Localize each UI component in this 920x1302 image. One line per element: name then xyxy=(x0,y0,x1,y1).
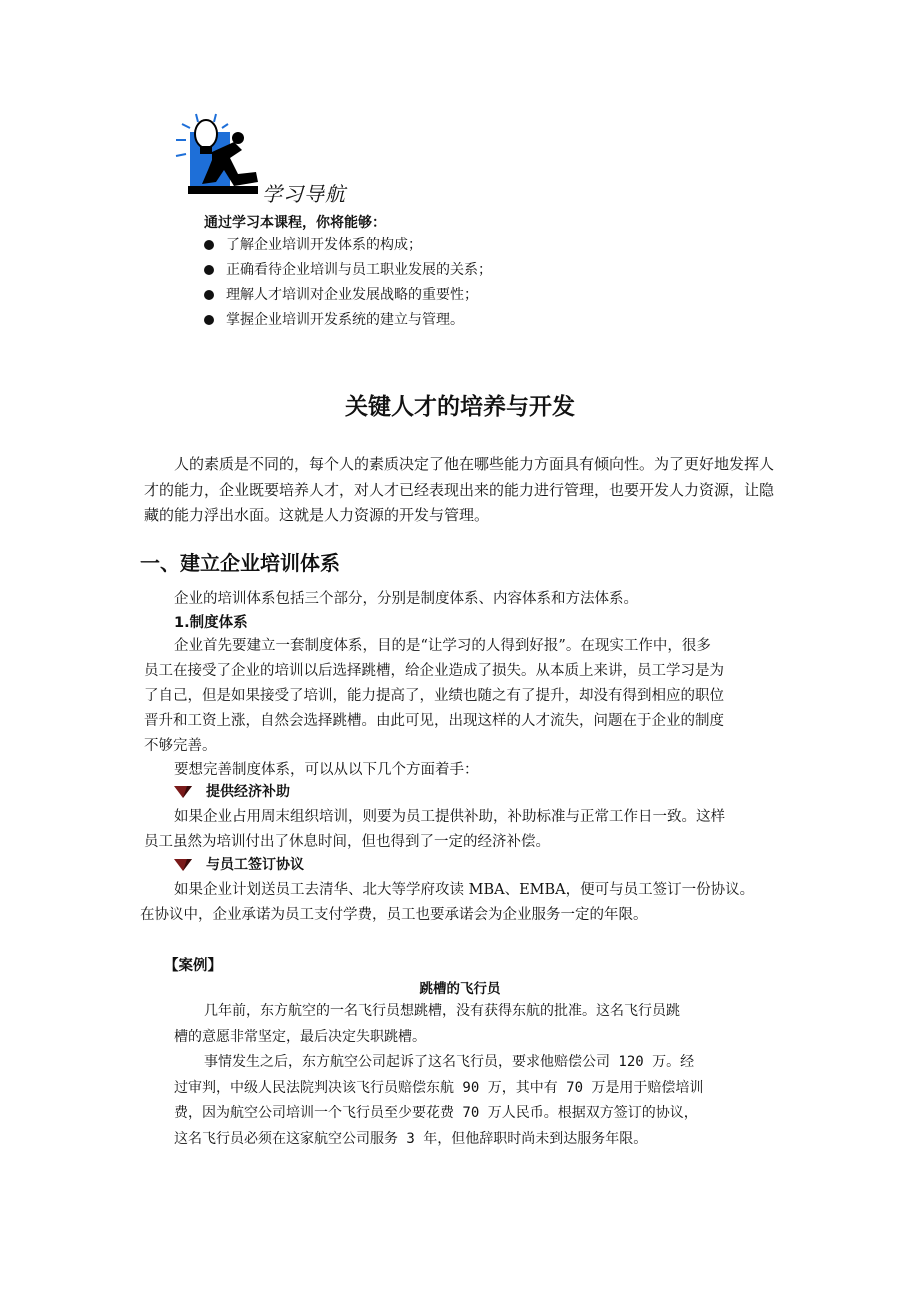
goal-item: 掌握企业培训开发系统的建立与管理。 xyxy=(204,309,464,331)
body-line: 如果企业计划送员工去清华、北大等学府攻读 MBA、EMBA，便可与员工签订一份协议。 xyxy=(174,882,755,898)
goal-item: 了解企业培训开发体系的构成； xyxy=(204,234,422,256)
case-label: 【案例】 xyxy=(164,958,222,974)
body-line: 员工在接受了企业的培训以后选择跳槽，给企业造成了损失。从本质上来讲，员工学习是为 xyxy=(144,663,724,679)
body-line: 在协议中，企业承诺为员工支付学费，员工也要承诺会为企业服务一定的年限。 xyxy=(140,907,648,923)
bullet-icon xyxy=(204,265,214,275)
case-line: 槽的意愿非常坚定，最后决定失职跳槽。 xyxy=(174,1028,426,1045)
bullet-icon xyxy=(204,315,214,325)
body-line: 了自己，但是如果接受了培训，能力提高了，业绩也随之有了提升，却没有得到相应的职位 xyxy=(144,688,724,704)
section-heading: 一、建立企业培训体系 xyxy=(140,551,340,575)
case-line: 费，因为航空公司培训一个飞行员至少要花费 70 万人民币。根据双方签订的协议， xyxy=(174,1105,698,1121)
case-line: 几年前，东方航空的一名飞行员想跳槽，没有获得东航的批准。这名飞行员跳 xyxy=(204,1003,680,1019)
body-line: 员工虽然为培训付出了休息时间，但也得到了一定的经济补偿。 xyxy=(144,834,550,850)
lightbulb-runner-icon xyxy=(172,112,264,202)
goal-item: 理解人才培训对企业发展战略的重要性； xyxy=(204,284,478,306)
measure-heading: 提供经济补助 xyxy=(174,781,290,803)
section-overview: 企业的培训体系包括三个部分，分别是制度体系、内容体系和方法体系。 xyxy=(174,591,638,607)
case-line: 事情发生之后，东方航空公司起诉了这名飞行员，要求他赔偿公司 120 万。经 xyxy=(204,1054,695,1070)
measure-heading: 与员工签订协议 xyxy=(174,854,304,876)
arrow-down-icon xyxy=(174,856,192,872)
arrow-down-icon xyxy=(174,783,192,799)
lead-in: 要想完善制度体系，可以从以下几个方面着手： xyxy=(174,762,479,778)
bullet-icon xyxy=(204,290,214,300)
body-line: 如果企业占用周末组织培训，则要为员工提供补助，补助标准与正常工作日一致。这样 xyxy=(174,809,725,825)
case-line: 这名飞行员必须在这家航空公司服务 3 年，但他辞职时尚未到达服务年限。 xyxy=(174,1130,648,1147)
case-line: 过审判，中级人民法院判决该飞行员赔偿东航 90 万，其中有 70 万是用于赔偿培训 xyxy=(174,1079,704,1096)
nav-intro: 通过学习本课程，你将能够： xyxy=(204,215,386,231)
nav-title: 学习导航 xyxy=(262,182,346,206)
case-title: 跳槽的飞行员 xyxy=(419,981,501,997)
page-title: 关键人才的培养与开发 xyxy=(345,394,575,420)
body-line: 企业首先要建立一套制度体系，目的是“让学习的人得到好报”。在现实工作中，很多 xyxy=(174,638,711,654)
case-body xyxy=(174,999,764,1152)
body-line: 晋升和工资上涨，自然会选择跳槽。由此可见，出现这样的人才流失，问题在于企业的制度 xyxy=(144,713,724,729)
intro-paragraph: 人的素质是不同的，每个人的素质决定了他在哪些能力方面具有倾向性。为了更好地发挥人才的能力，企业既要培养人才，对人才已经表现出来的能力进行管理，也要开发人力资源，让隐藏的能力浮出水面。这就是人力资源的开发与管理。 xyxy=(144,455,775,524)
subheading: 1.制度体系 xyxy=(174,615,248,631)
bullet-icon xyxy=(204,240,214,250)
goal-item: 正确看待企业培训与员工职业发展的关系； xyxy=(204,259,492,281)
body-line: 不够完善。 xyxy=(144,738,217,754)
